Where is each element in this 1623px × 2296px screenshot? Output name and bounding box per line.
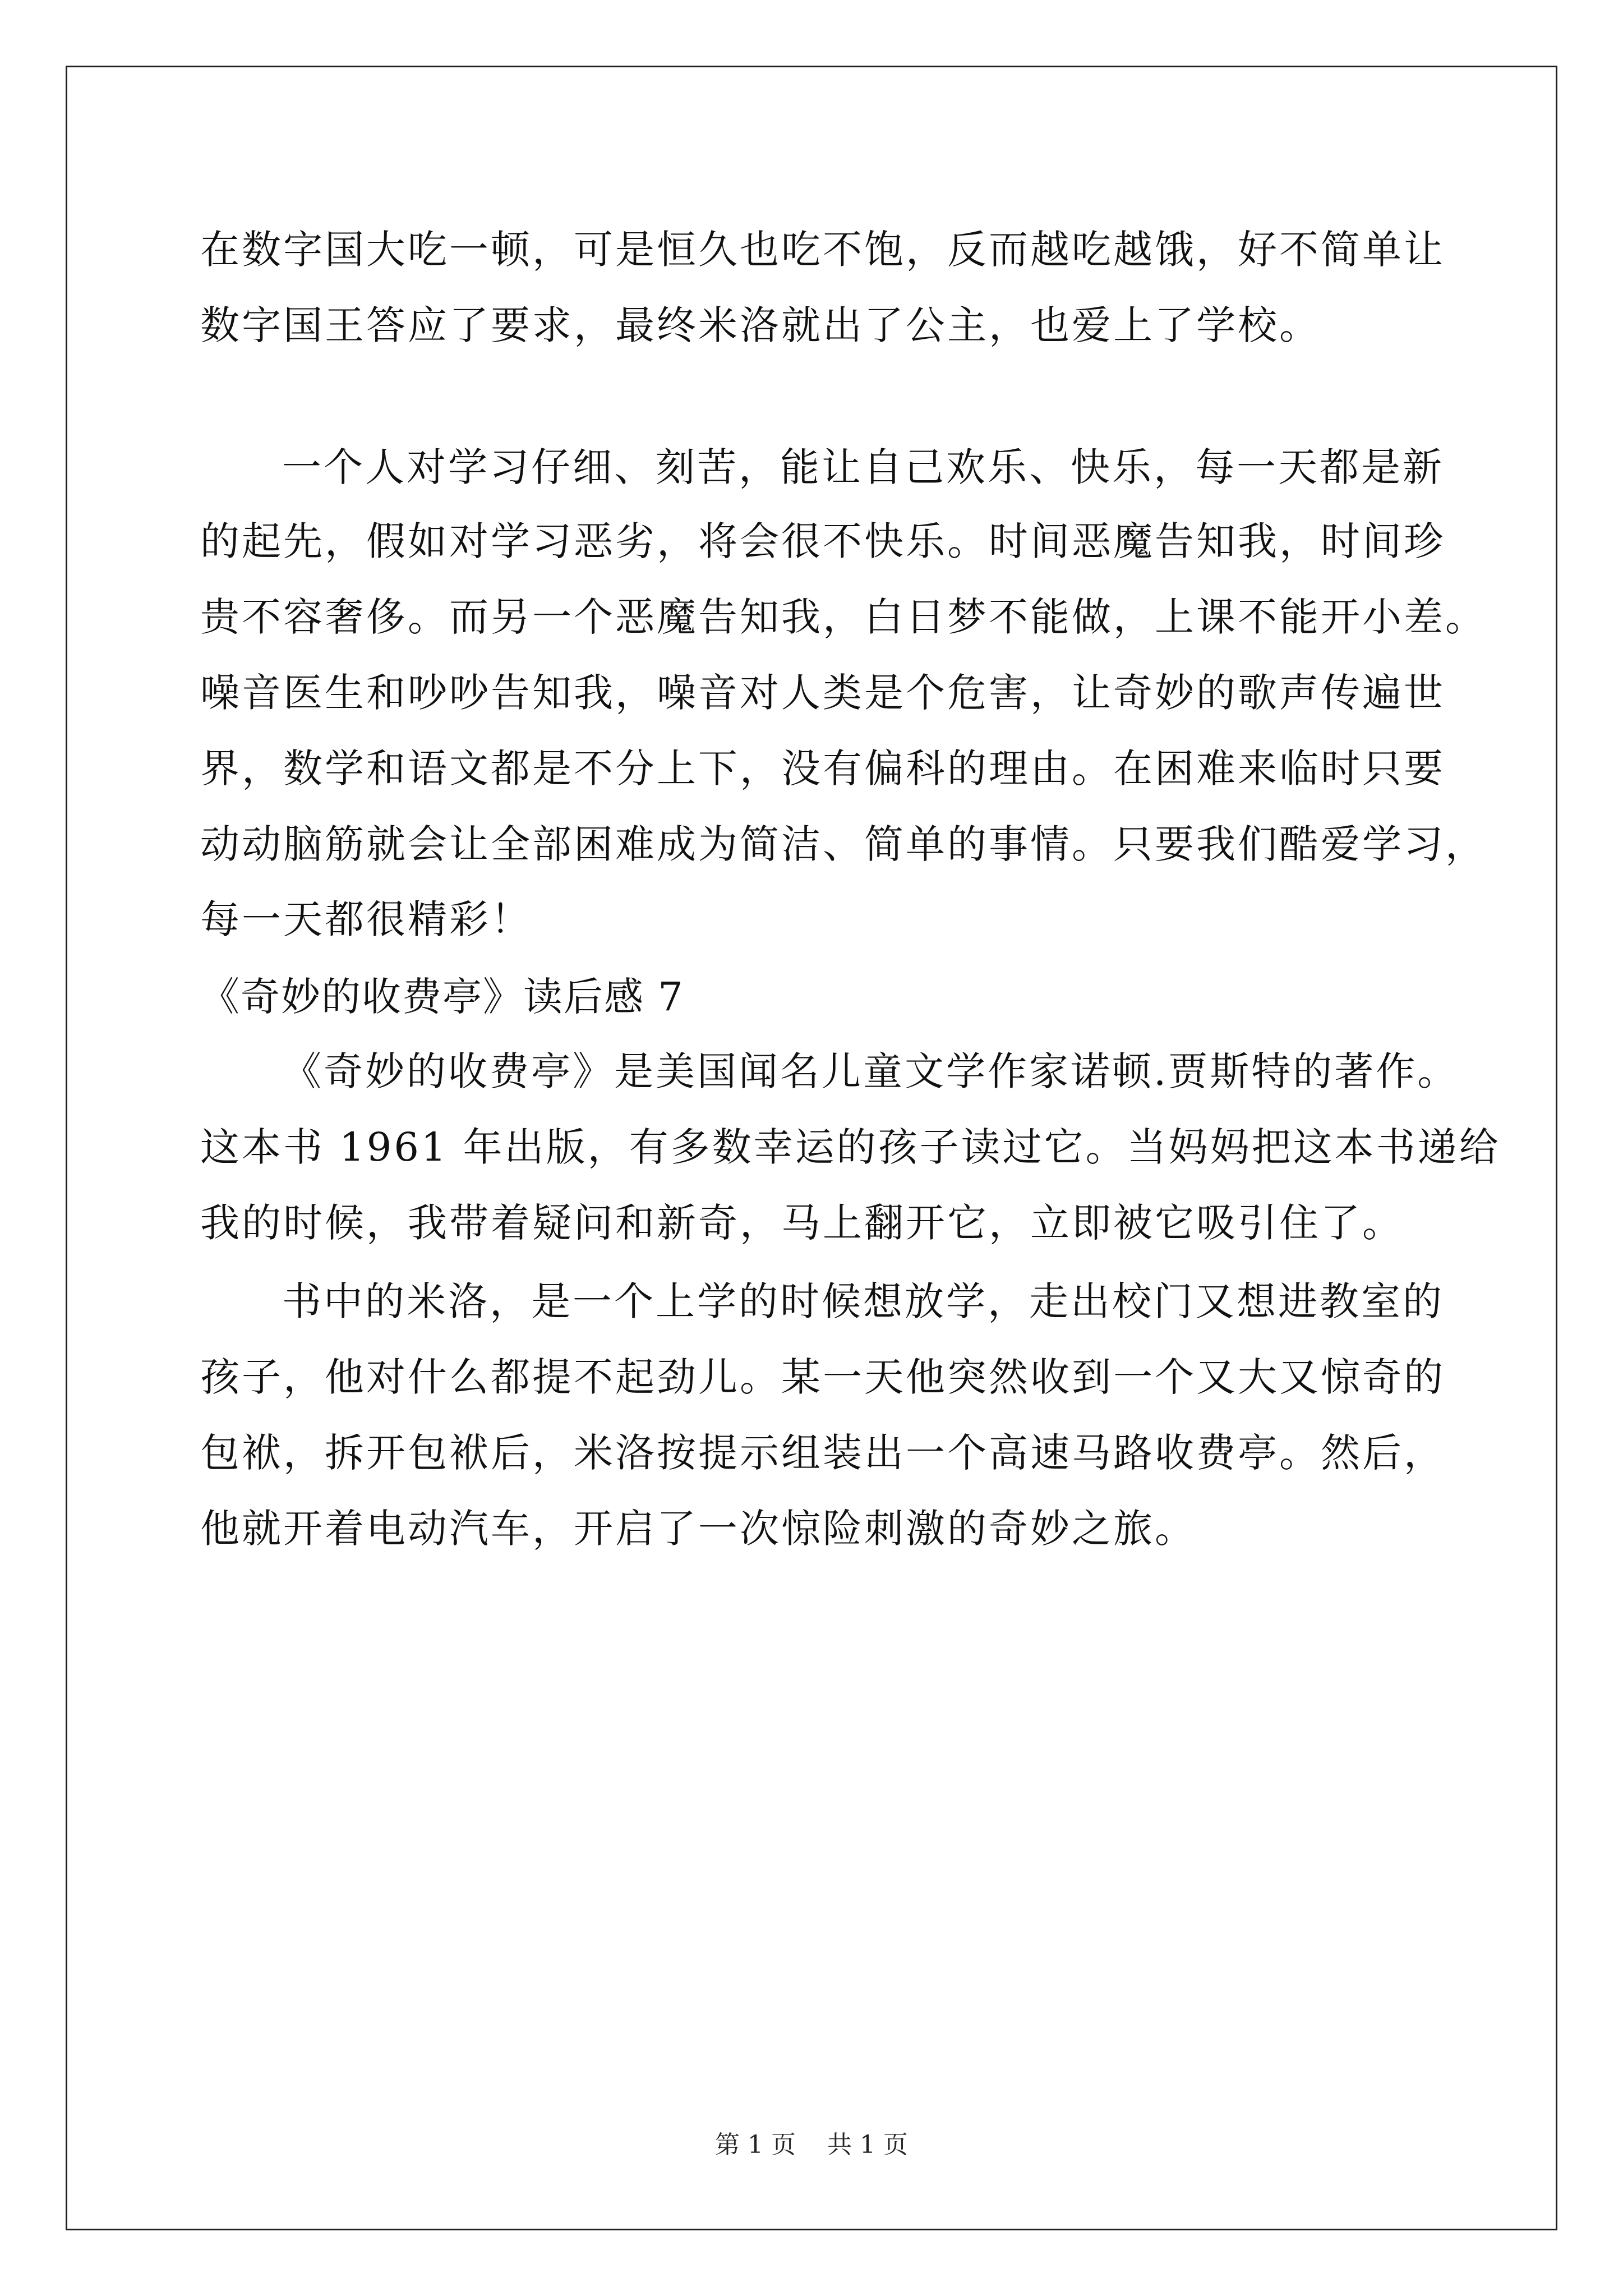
text-line: 在数字国大吃一顿，可是恒久也吃不饱，反而越吃越饿，好不简单让 (200, 227, 1445, 273)
text-line: 每一天都很精彩！ (200, 896, 532, 942)
page-number-footer: 第 1 页 共 1 页 (715, 2131, 908, 2159)
text-line: 孩子，他对什么都提不起劲儿。某一天他突然收到一个又大又惊奇的 (200, 1354, 1445, 1400)
text-line: 我的时候，我带着疑问和新奇，马上翻开它，立即被它吸引住了。 (200, 1200, 1404, 1246)
paragraph-start-line: 《奇妙的收费亭》是美国闻名儿童文学作家诺顿.贾斯特的著作。 (282, 1048, 1459, 1094)
text-line: 这本书 1961 年出版，有多数幸运的孩子读过它。当妈妈把这本书递给 (200, 1124, 1501, 1170)
section-heading: 《奇妙的收费亭》读后感 7 (200, 974, 684, 1020)
text-line: 的起先，假如对学习恶劣，将会很不快乐。时间恶魔告知我，时间珍 (200, 518, 1445, 564)
paragraph-start-line: 书中的米洛，是一个上学的时候想放学，走出校门又想进教室的 (282, 1278, 1444, 1324)
text-line: 界，数学和语文都是不分上下，没有偏科的理由。在困难来临时只要 (200, 746, 1445, 792)
text-line: 他就开着电动汽车，开启了一次惊险刺激的奇妙之旅。 (200, 1506, 1196, 1552)
text-line: 贵不容奢侈。而另一个恶魔告知我，白日梦不能做，上课不能开小差。 (200, 594, 1487, 640)
text-line: 包袱，拆开包袱后，米洛按提示组装出一个高速马路收费亭。然后， (200, 1430, 1445, 1476)
text-line: 噪音医生和吵吵告知我，噪音对人类是个危害，让奇妙的歌声传遍世 (200, 670, 1445, 716)
text-line: 动动脑筋就会让全部困难成为简洁、简单的事情。只要我们酷爱学习， (200, 821, 1487, 867)
paragraph-start-line: 一个人对学习仔细、刻苦，能让自己欢乐、快乐，每一天都是新 (282, 444, 1444, 490)
text-line: 数字国王答应了要求，最终米洛就出了公主，也爱上了学校。 (200, 302, 1321, 348)
